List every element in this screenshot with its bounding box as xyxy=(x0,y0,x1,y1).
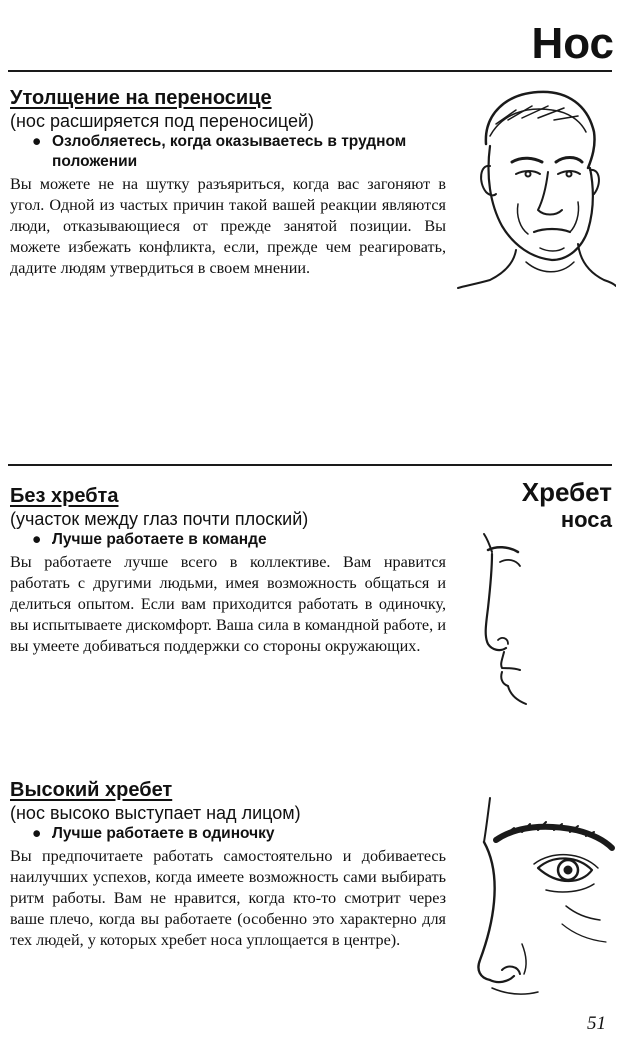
side-label-line1: Хребет xyxy=(521,477,612,507)
section-bullet: ● Лучше работаете в команде xyxy=(32,531,267,548)
bullet-text: Лучше работаете в команде xyxy=(52,531,267,548)
section-body: Вы предпочитаете работать самостоятельно и добиваетесь наилучших успехов, когда имеете возможность сами выбирать ритм работы. Вам не нравится, когда кто-то смотрит через ваше плечо, когда вы работаете (особенно это характерно для тех людей, у которых хребет носа уплощается в центре). xyxy=(10,847,446,949)
section-rule-2 xyxy=(8,464,612,466)
section-high-bridge xyxy=(10,778,450,951)
side-label xyxy=(522,478,612,534)
bullet-text: Озлобляетесь, когда оказываетесь в трудном положении xyxy=(52,133,407,170)
section-subtitle: (нос расширяется под переносицей) xyxy=(10,111,315,131)
header-rule xyxy=(8,70,612,72)
page-heading: Нос xyxy=(531,19,614,68)
section-body: Вы работаете лучше всего в коллективе. Вам нравится работать с другими людьми, имея возможность общаться и делиться опытом. Если вам приходится работать в одиночку, вы испытываете дискомфорт. Ваша сила в командной работе, и вы умеете добиваться поддержки со стороны окружающих. xyxy=(10,553,446,655)
section-bullet: ● Лучше работаете в одиночку xyxy=(32,825,275,842)
section-thickened-bridge xyxy=(10,86,450,279)
section-title: Утолщение на переносице xyxy=(10,87,272,109)
section-title: Высокий хребет xyxy=(10,779,173,801)
eye-nose-high-bridge-illustration xyxy=(466,794,616,1004)
section-subtitle: (участок между глаз почти плоский) xyxy=(10,509,309,529)
section-no-bridge xyxy=(10,484,450,657)
section-subtitle: (нос высоко выступает над лицом) xyxy=(10,803,301,823)
bullet-text: Лучше работаете в одиночку xyxy=(52,825,275,842)
section-body: Вы можете не на шутку разъяриться, когда вас загоняют в угол. Одной из частых причин такой вашей реакции являются люди, отказывающиеся от прежде занятой позиции. Вы можете избежать конфликта, если, прежде чем реагировать, дадите людям утвердиться в своем мнении. xyxy=(10,175,446,277)
side-label-line2: носа xyxy=(560,507,612,532)
face-portrait-illustration xyxy=(456,84,616,294)
section-bullet: ● Озлобляетесь, когда оказываетесь в трудном положении xyxy=(32,133,407,170)
section-title: Без хребта xyxy=(10,485,119,507)
page-number: 51 xyxy=(587,1013,606,1034)
nose-profile-flat-illustration xyxy=(478,528,558,708)
